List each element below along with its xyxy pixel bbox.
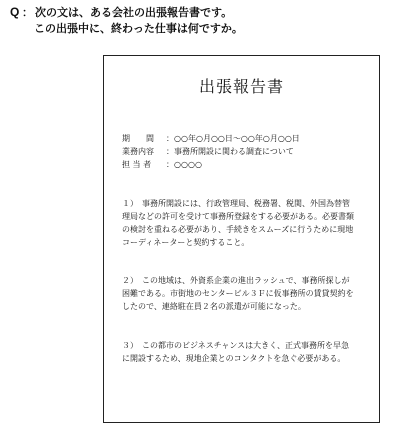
paragraph-line: ３） この都市のビジネスチャンスは大きく、正式事務所を早急	[122, 341, 349, 350]
paragraph-line: 困難である。市街地のセンタービル３Ｆに仮事務所の賃貸契約を	[122, 289, 354, 298]
question-line-1	[10, 4, 410, 21]
question-text-1: 次の文は、ある会社の出張報告書です。	[35, 6, 233, 19]
paragraph-line: したので、連絡駐在員２名の派遣が可能になった。	[122, 302, 306, 311]
paragraph-line: の検討を重ねる必要があり、手続きをスムーズに行うために現地	[122, 225, 354, 234]
paragraph-line: １） 事務所開設には、行政管理局、税務署、税関、外国為替管	[122, 199, 350, 208]
question-mark-label: Q	[10, 5, 20, 19]
paragraph-line: ２） この地域は、外資系企業の進出ラッシュで、事務所探しが	[122, 276, 350, 285]
meta-person-value: ：○○○○	[166, 160, 202, 169]
report-meta	[122, 132, 367, 171]
meta-period	[122, 132, 367, 145]
paragraph-line: 理局などの許可を受けて事務所登録をする必要がある。必要書類	[122, 212, 354, 221]
business-trip-report	[103, 55, 380, 423]
report-paragraph-1	[122, 197, 367, 249]
meta-person-label: 担 当 者	[122, 160, 152, 169]
paragraph-line: コーディネーターと契約すること。	[122, 238, 250, 247]
meta-task	[122, 145, 367, 158]
meta-person	[122, 158, 367, 171]
meta-task-value: ：事務所開設に関わる調査について	[166, 147, 294, 156]
report-paragraph-3	[122, 339, 367, 365]
question-colon: ：	[22, 6, 33, 19]
report-title: 出張報告書	[198, 77, 284, 96]
meta-period-value: ：○○年○月○○日～○○年○月○○日	[166, 134, 300, 143]
meta-period-label: 期 間	[122, 134, 154, 143]
question-text-2: この出張中に、終わった仕事は何ですか。	[34, 22, 243, 35]
paragraph-line: に開設するため、現地企業とのコンタクトを急ぐ必要がある。	[122, 354, 346, 363]
report-paragraph-2	[122, 274, 367, 313]
meta-task-label: 業務内容	[122, 147, 154, 156]
question	[10, 4, 410, 37]
